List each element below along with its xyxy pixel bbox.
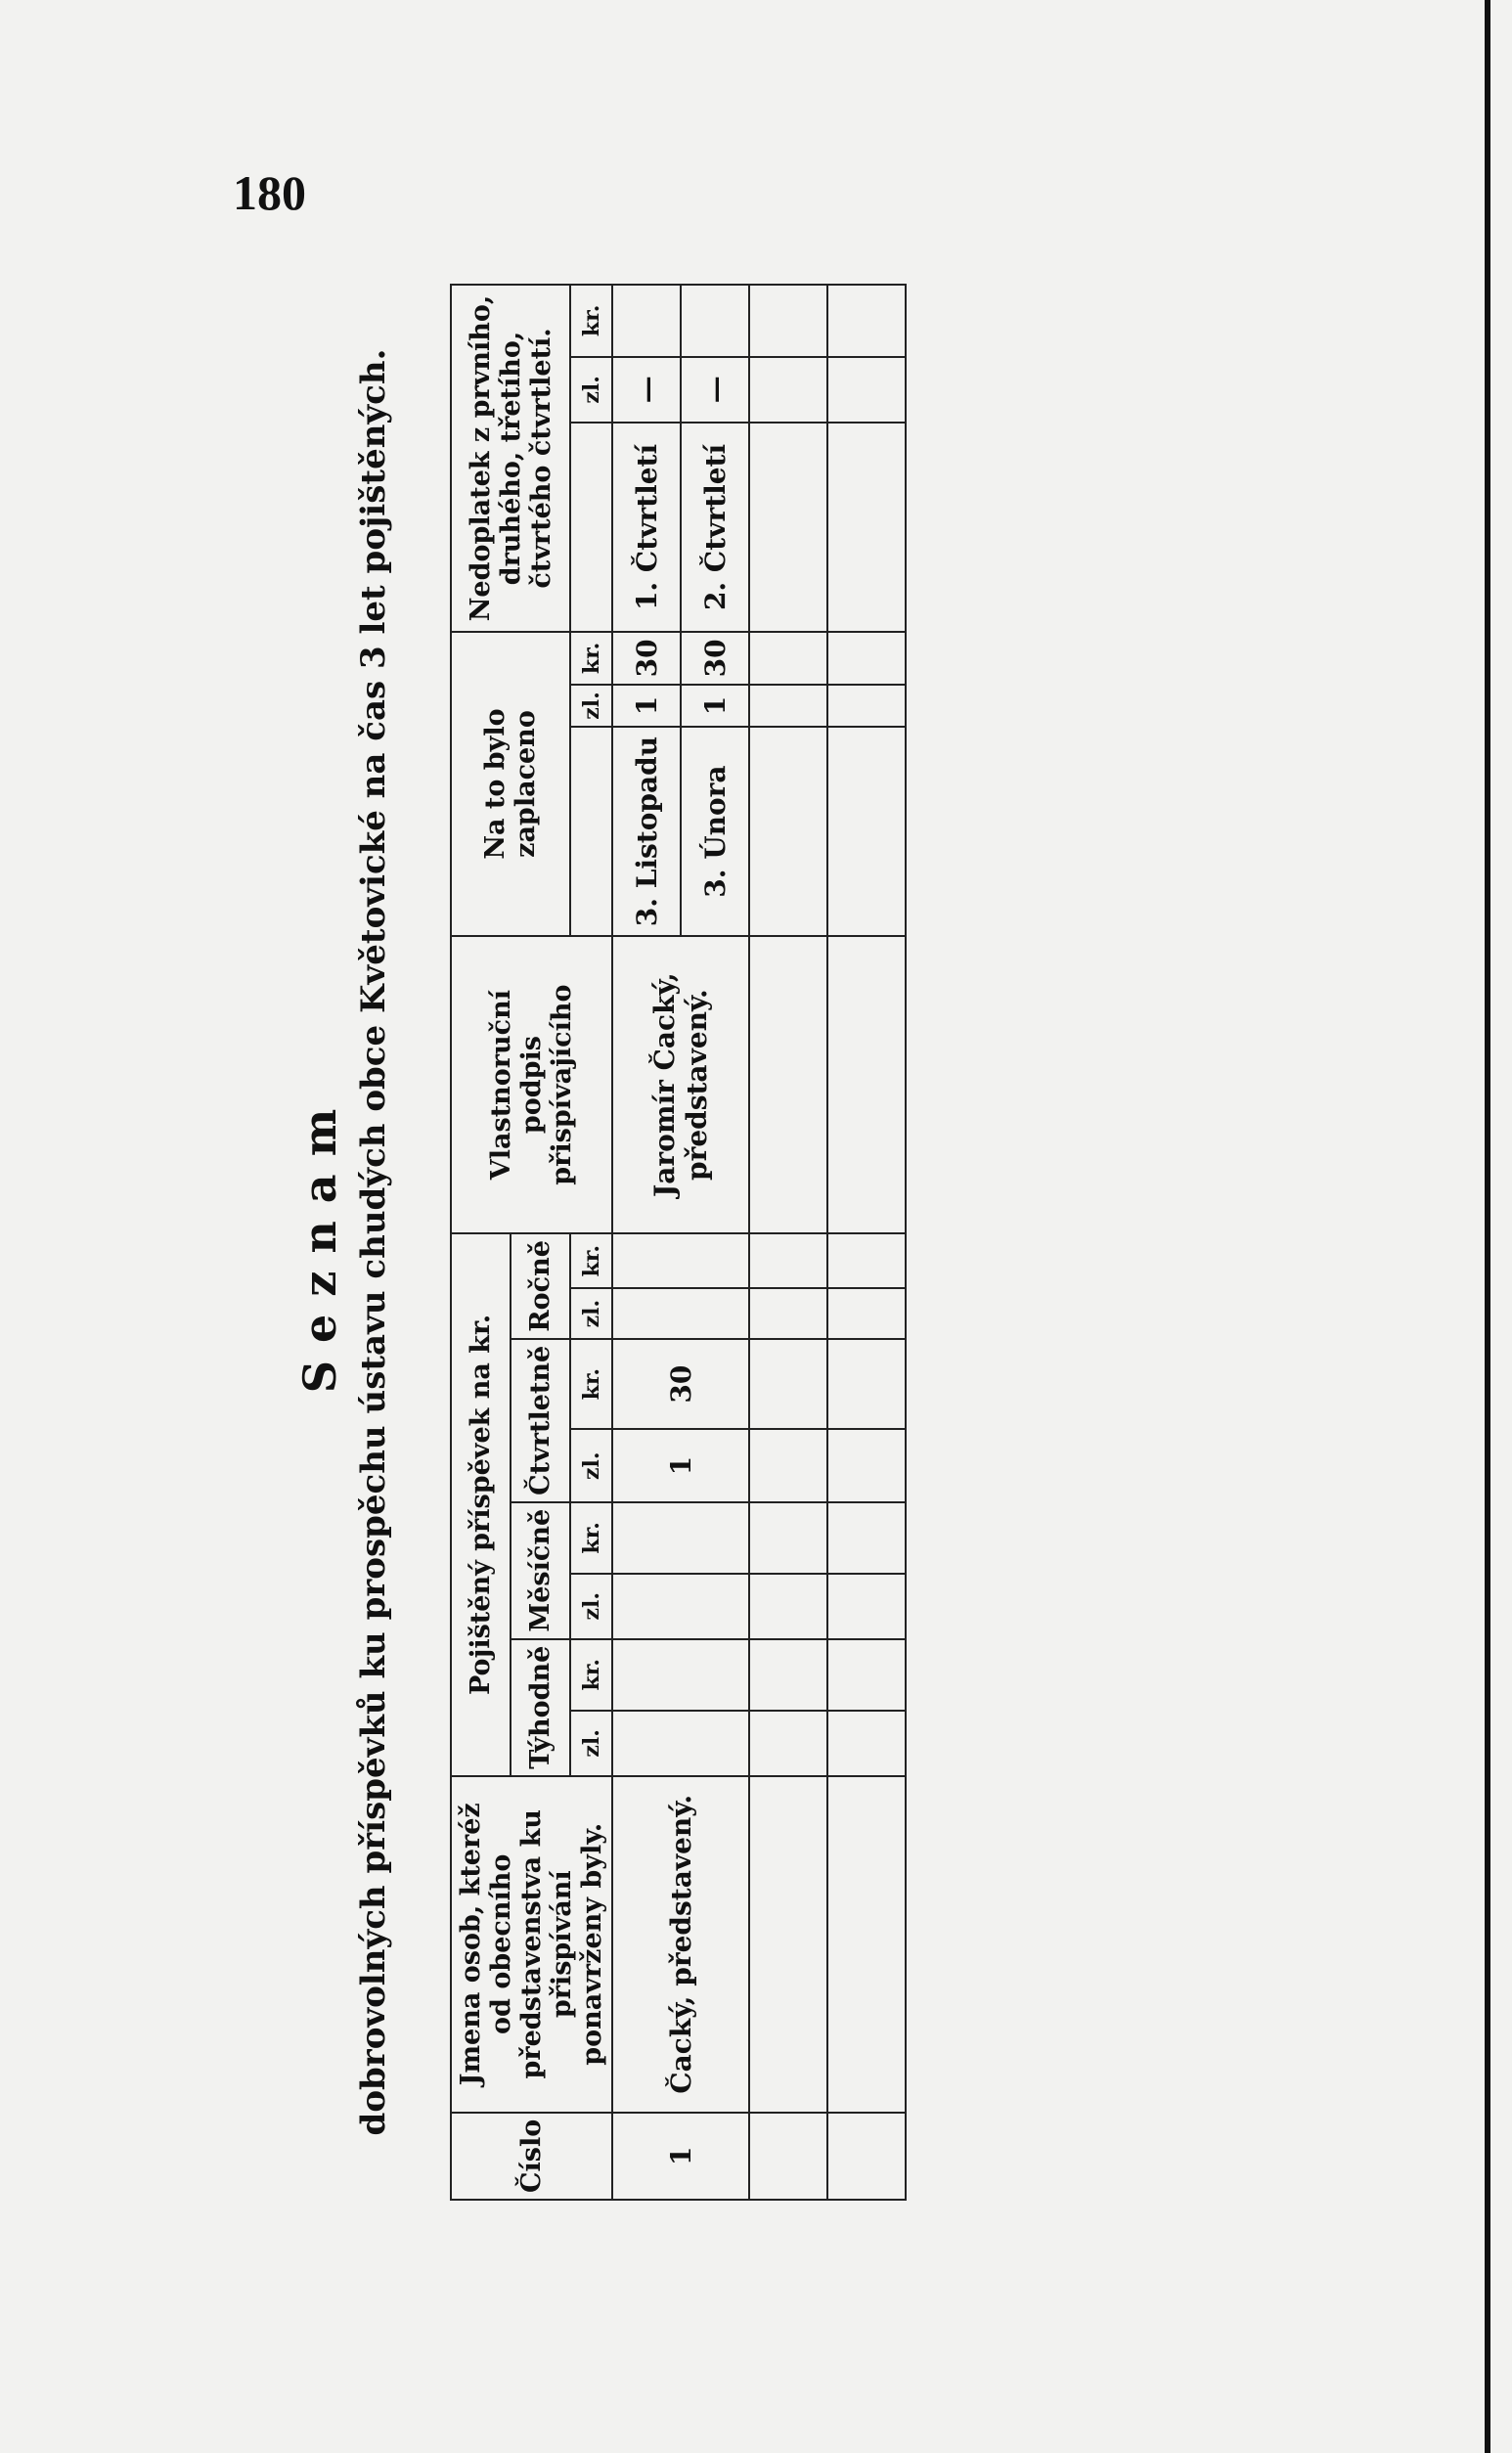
cell-zaplaceno-kr-2: 30 bbox=[681, 632, 749, 685]
page-number: 180 bbox=[233, 165, 306, 220]
zaplaceno-date-col bbox=[570, 727, 612, 936]
header-rocne: Ročně bbox=[511, 1233, 570, 1339]
cell-ctvrtletne-kr: 30 bbox=[612, 1339, 749, 1430]
cell-zaplaceno-zl-1: 1 bbox=[612, 685, 681, 727]
unit-kr: kr. bbox=[570, 632, 612, 685]
header-ctvrtletne: Čtvrtletně bbox=[511, 1339, 570, 1502]
table-row-empty bbox=[827, 285, 906, 2200]
cell-mesicne-kr bbox=[612, 1502, 749, 1574]
cell-nedoplatek-kr-2 bbox=[681, 285, 749, 357]
rotated-table-block bbox=[293, 254, 1369, 2230]
cell-rocne-zl bbox=[612, 1288, 749, 1338]
header-row-1 bbox=[451, 285, 511, 2200]
header-nedoplatek: Nedoplatek z prvního, druhého, třetího, čtvrtého čtvrtletí. bbox=[451, 285, 570, 632]
cell-rocne-kr bbox=[612, 1233, 749, 1288]
cell-mesicne-zl bbox=[612, 1574, 749, 1639]
header-podpis: Vlastnoruční podpis přispívajícího bbox=[451, 936, 612, 1233]
cell-zaplaceno-date-2: 3. Února bbox=[681, 727, 749, 936]
unit-zl: zl. bbox=[570, 1429, 612, 1501]
cell-tydne-zl bbox=[612, 1711, 749, 1776]
unit-zl: zl. bbox=[570, 357, 612, 423]
unit-kr: kr. bbox=[570, 1639, 612, 1711]
nedoplatek-quarter-col bbox=[570, 423, 612, 632]
unit-kr: kr. bbox=[570, 1233, 612, 1288]
cell-nedoplatek-kr-1 bbox=[612, 285, 681, 357]
unit-zl: zl. bbox=[570, 1711, 612, 1776]
unit-zl: zl. bbox=[570, 1288, 612, 1338]
cell-jmeno: Čacký, představený. bbox=[612, 1776, 749, 2113]
cell-zaplaceno-zl-2: 1 bbox=[681, 685, 749, 727]
unit-kr: kr. bbox=[570, 285, 612, 357]
header-pojisteny: Pojištěný příspěvek na kr. bbox=[451, 1233, 511, 1776]
cell-zaplaceno-kr-1: 30 bbox=[612, 632, 681, 685]
table-row bbox=[612, 285, 681, 2200]
cell-ctvrtleti-2: 2. Čtvrtletí bbox=[681, 423, 749, 632]
subtitle: dobrovolných příspěvků ku prospěchu ústavu chudých obce Květovické na čas 3 let pojištěných. bbox=[354, 348, 393, 2136]
cell-zaplaceno-date-1: 3. Listopadu bbox=[612, 727, 681, 936]
cell-tydne-kr bbox=[612, 1639, 749, 1711]
header-tydne: Týhodně bbox=[511, 1639, 570, 1776]
contributions-table bbox=[450, 284, 907, 2201]
cell-nedoplatek-zl-1: — bbox=[612, 357, 681, 423]
title-block bbox=[293, 254, 393, 2230]
cell-ctvrtletne-zl: 1 bbox=[612, 1429, 749, 1501]
unit-kr: kr. bbox=[570, 1502, 612, 1574]
cell-podpis: Jaromír Čacký, představený. bbox=[612, 936, 749, 1233]
header-mesicne: Měsíčně bbox=[511, 1502, 570, 1639]
table-row-empty bbox=[749, 285, 827, 2200]
header-cislo: Číslo bbox=[451, 2113, 612, 2200]
unit-zl: zl. bbox=[570, 1574, 612, 1639]
cell-cislo: 1 bbox=[612, 2113, 749, 2200]
unit-kr: kr. bbox=[570, 1339, 612, 1430]
cell-nedoplatek-zl-2: — bbox=[681, 357, 749, 423]
header-jmena: Jmena osob, kteréž od obecního představenstva ku přispívání ponavrženy byly. bbox=[451, 1776, 612, 2113]
unit-zl: zl. bbox=[570, 685, 612, 727]
cell-ctvrtleti-1: 1. Čtvrtletí bbox=[612, 423, 681, 632]
header-zaplaceno: Na to bylo zaplaceno bbox=[451, 632, 570, 936]
page-edge-right bbox=[1485, 0, 1490, 2453]
title: Seznam bbox=[293, 1091, 346, 1394]
